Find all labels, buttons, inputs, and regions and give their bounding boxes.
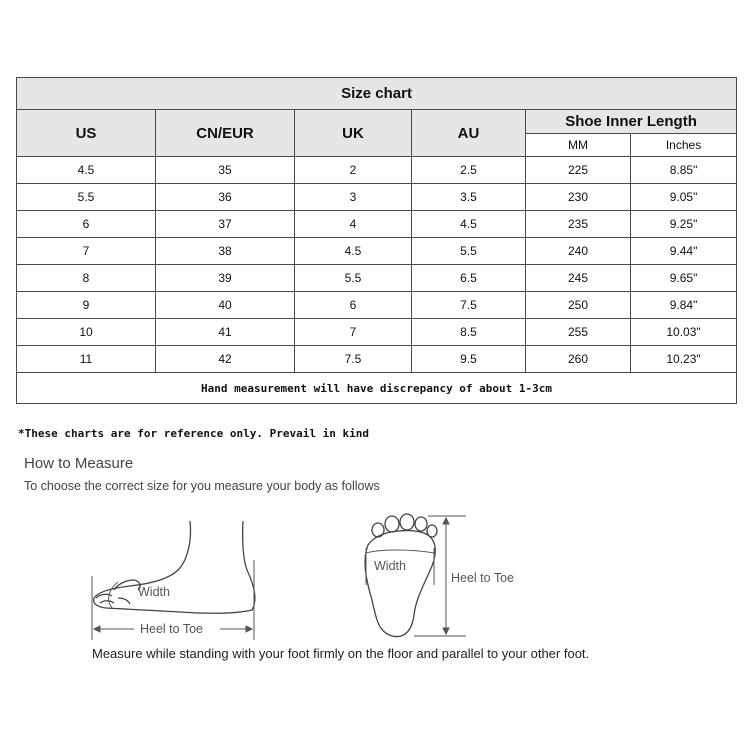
header-mm: MM	[526, 134, 631, 157]
cell-cn-eur: 40	[156, 292, 295, 319]
cell-uk: 4.5	[295, 238, 412, 265]
table-row	[17, 292, 737, 319]
cell-cn-eur: 38	[156, 238, 295, 265]
cell-inches: 10.03"	[631, 319, 737, 346]
header-us: US	[17, 110, 156, 157]
cell-inches: 10.23"	[631, 346, 737, 373]
cell-mm: 240	[526, 238, 631, 265]
cell-uk: 2	[295, 157, 412, 184]
cell-au: 4.5	[412, 211, 526, 238]
sole-illustration	[365, 514, 437, 637]
table-row	[17, 265, 737, 292]
cell-uk: 5.5	[295, 265, 412, 292]
cell-cn-eur: 42	[156, 346, 295, 373]
table-row	[17, 346, 737, 373]
side-foot-illustration	[94, 521, 255, 613]
table-row	[17, 211, 737, 238]
cell-inches: 9.65"	[631, 265, 737, 292]
cell-mm: 245	[526, 265, 631, 292]
measure-instruction: Measure while standing with your foot firmly on the floor and parallel to your other foot.	[92, 646, 590, 661]
cell-mm: 235	[526, 211, 631, 238]
cell-cn-eur: 39	[156, 265, 295, 292]
cell-mm: 230	[526, 184, 631, 211]
size-chart-title: Size chart	[17, 78, 737, 110]
size-table-body	[17, 157, 737, 373]
table-row	[17, 238, 737, 265]
cell-au: 6.5	[412, 265, 526, 292]
sole-width-label: Width	[374, 559, 406, 573]
cell-au: 8.5	[412, 319, 526, 346]
cell-uk: 7	[295, 319, 412, 346]
cell-mm: 225	[526, 157, 631, 184]
cell-us: 7	[17, 238, 156, 265]
how-to-measure-subtitle: To choose the correct size for you measure your body as follows	[24, 479, 380, 493]
table-row	[17, 319, 737, 346]
cell-us: 8	[17, 265, 156, 292]
foot-measurement-diagram	[0, 500, 750, 650]
cell-cn-eur: 37	[156, 211, 295, 238]
cell-us: 10	[17, 319, 156, 346]
cell-au: 5.5	[412, 238, 526, 265]
table-row	[17, 157, 737, 184]
cell-us: 5.5	[17, 184, 156, 211]
cell-inches: 9.84"	[631, 292, 737, 319]
cell-us: 9	[17, 292, 156, 319]
cell-uk: 7.5	[295, 346, 412, 373]
size-chart-table	[16, 77, 737, 404]
cell-inches: 9.25"	[631, 211, 737, 238]
cell-uk: 6	[295, 292, 412, 319]
side-width-label: Width	[138, 585, 170, 599]
cell-inches: 8.85"	[631, 157, 737, 184]
table-row	[17, 184, 737, 211]
cell-au: 9.5	[412, 346, 526, 373]
header-uk: UK	[295, 110, 412, 157]
cell-mm: 260	[526, 346, 631, 373]
header-au: AU	[412, 110, 526, 157]
reference-disclaimer: *These charts are for reference only. Prevail in kind	[18, 427, 369, 440]
header-inches: Inches	[631, 134, 737, 157]
cell-mm: 250	[526, 292, 631, 319]
cell-au: 3.5	[412, 184, 526, 211]
cell-cn-eur: 41	[156, 319, 295, 346]
cell-uk: 4	[295, 211, 412, 238]
cell-inches: 9.44"	[631, 238, 737, 265]
cell-uk: 3	[295, 184, 412, 211]
how-to-measure-title: How to Measure	[24, 455, 134, 472]
header-cn-eur: CN/EUR	[156, 110, 295, 157]
side-length-label: Heel to Toe	[140, 622, 204, 636]
cell-cn-eur: 36	[156, 184, 295, 211]
cell-au: 2.5	[412, 157, 526, 184]
header-shoe-inner-length: Shoe Inner Length	[526, 110, 737, 134]
cell-mm: 255	[526, 319, 631, 346]
cell-au: 7.5	[412, 292, 526, 319]
measurement-note: Hand measurement will have discrepancy of about 1-3cm	[17, 373, 737, 404]
cell-us: 11	[17, 346, 156, 373]
cell-us: 4.5	[17, 157, 156, 184]
cell-cn-eur: 35	[156, 157, 295, 184]
cell-inches: 9.05"	[631, 184, 737, 211]
sole-length-label: Heel to Toe	[451, 571, 515, 585]
cell-us: 6	[17, 211, 156, 238]
